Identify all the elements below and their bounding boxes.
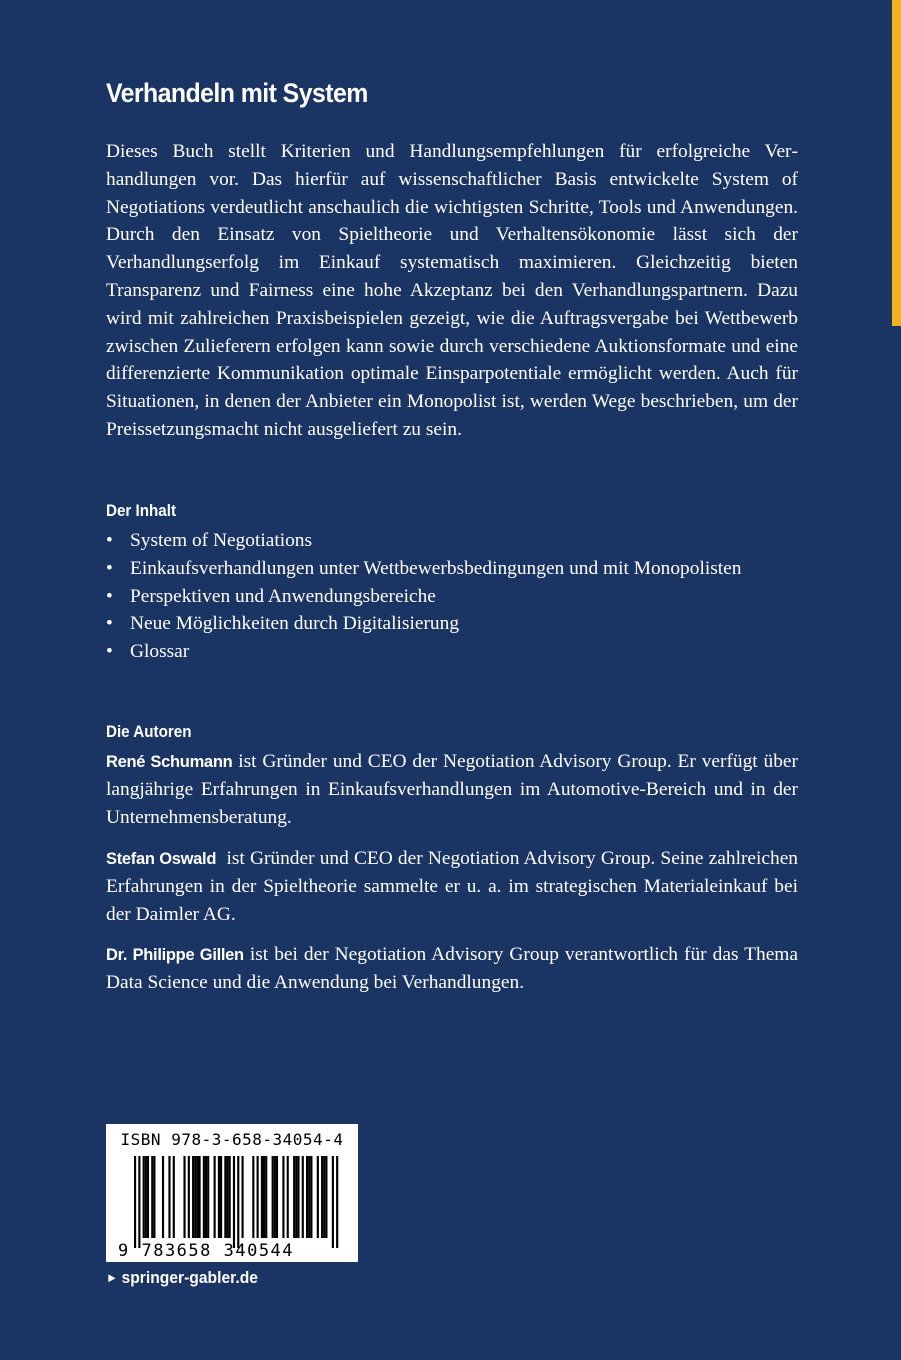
barcode-bar — [134, 1156, 136, 1248]
barcode-bar — [207, 1156, 209, 1238]
bullet-icon: • — [106, 530, 113, 551]
barcode-bar — [153, 1156, 155, 1238]
barcode-bar — [263, 1156, 265, 1238]
barcode-bar — [214, 1156, 216, 1238]
author-name: Stefan Oswald — [106, 850, 217, 868]
barcode-bar — [265, 1156, 267, 1238]
barcode-bar — [325, 1156, 327, 1238]
barcode-bar — [233, 1156, 235, 1248]
barcode-bar — [282, 1156, 284, 1238]
barcode-bar — [224, 1156, 226, 1238]
barcode-bar — [183, 1156, 185, 1238]
barcode-bar — [321, 1156, 323, 1238]
authors-heading: Die Autoren — [106, 723, 192, 741]
barcode-bar — [188, 1156, 190, 1238]
barcode-bar — [306, 1156, 308, 1238]
barcode-bar — [293, 1156, 295, 1238]
barcode-bar — [276, 1156, 278, 1238]
barcode-bar — [257, 1156, 259, 1238]
barcode-bar — [196, 1156, 198, 1238]
arrow-right-icon: ► — [106, 1270, 118, 1285]
author-name: René Schumann — [106, 753, 233, 771]
barcode-bar — [220, 1156, 222, 1238]
bullet-icon: • — [106, 641, 113, 663]
author-bio: Stefan Oswald ist Gründer und CEO der Negotiation Advisory Group. Seine zahlreichen Erfahrungen in der Spieltheorie sammelte er u. a. im strategischen Materialeinkauf bei der Daimler AG. — [106, 848, 803, 925]
author-bio: René Schumann ist Gründer und CEO der Negotiation Advisory Group. Er verfügt über langjährige Erfahrungen in Einkaufsverhandlungen im Automotive-Bereich und in der Unternehmensberatung. — [106, 751, 798, 828]
list-item: • Einkaufsverhandlungen unter Wettbewerbsbedingungen und mit Monopolisten — [106, 555, 798, 583]
barcode-bar — [336, 1156, 338, 1248]
isbn-barcode — [106, 1124, 358, 1262]
author-name: Dr. Philippe Gillen — [106, 946, 244, 964]
barcode-bar — [147, 1156, 149, 1238]
barcode-bar — [252, 1156, 254, 1238]
author-bio: Dr. Philippe Gillen ist bei der Negotiation Advisory Group verantwortlich für das Thema Data Science und die Anwendung bei Verhandlungen. — [106, 944, 798, 993]
barcode-bar — [138, 1156, 140, 1248]
barcode-bar — [199, 1156, 201, 1238]
barcode-bar — [194, 1156, 196, 1238]
barcode-bar — [168, 1156, 170, 1238]
list-item: • System of Negotiations — [106, 527, 798, 555]
isbn-label: ISBN 978-3-658-34054-4 — [120, 1130, 344, 1149]
barcode-bar — [295, 1156, 297, 1238]
bullet-icon: • — [106, 613, 113, 635]
barcode-bar — [310, 1156, 312, 1238]
barcode-bar — [323, 1156, 325, 1238]
contents-list — [106, 527, 798, 666]
barcode-bar — [151, 1156, 153, 1238]
publisher-link[interactable] — [106, 1268, 258, 1288]
book-description: Dieses Buch stellt Kriterien und Handlungsempfehlungen für erfolgreiche Verhandlungen vor. Das hierfür auf wissenschaftlicher Basis entwickelte System of Negotiations verdeutlicht anschaulich die wichtigsten Schritte, Tools und Anwendungen. Durch den Einsatz von Spieltheorie und Verhaltensökonomie lässt sich der Verhandlungserfolg im Einkauf systematisch maximieren. Gleichzeitig bieten Transparenz und Fairness eine hohe Akzeptanz bei den Verhandlungspartnern. Dazu wird mit zahlreichen Praxisbeispielen gezeigt, wie die Auftragsvergabe bei Wettbewerb zwischen Zulieferern erfolgen kann sowie durch verschiedene Auktionsformate und eine differenzierte Kommunikation optimale Einsparpotentiale ermöglicht werden. Auch für Situationen, in denen der Anbieter ein Monopolist ist, werden Wege beschrieben, um der Preissetzungsmacht nicht ausgeliefert zu sein. — [106, 141, 798, 440]
barcode-bar — [173, 1156, 175, 1238]
barcode-bar — [332, 1156, 334, 1248]
barcode-bar — [308, 1156, 310, 1238]
barcode-bar — [192, 1156, 194, 1238]
barcode-bar — [272, 1156, 274, 1238]
accent-bar — [892, 0, 901, 326]
barcode-bar — [226, 1156, 228, 1238]
bullet-icon: • — [106, 585, 113, 607]
contents-heading: Der Inhalt — [106, 502, 177, 520]
barcode-bar — [317, 1156, 319, 1238]
barcode-bar — [218, 1156, 220, 1238]
publisher-url: springer-gabler.de — [121, 1268, 258, 1287]
barcode-bar — [162, 1156, 164, 1238]
book-title: Verhandeln mit System — [106, 78, 368, 108]
barcode-bar — [203, 1156, 205, 1238]
barcode-bar — [261, 1156, 263, 1238]
barcode-bar — [287, 1156, 289, 1238]
list-item: • Glossar — [106, 638, 798, 666]
barcode-bar — [229, 1156, 231, 1238]
barcode-bar — [205, 1156, 207, 1238]
barcode-bar — [237, 1156, 239, 1248]
barcode-bar — [297, 1156, 299, 1238]
bullet-icon: • — [106, 557, 113, 579]
barcode-bar — [242, 1156, 244, 1238]
barcode-bar — [145, 1156, 147, 1238]
list-item: • Perspektiven und Anwendungsbereiche — [106, 583, 798, 611]
barcode-bar — [143, 1156, 145, 1238]
ean-digits: 9 783658 340544 — [118, 1241, 295, 1261]
list-item: • Neue Möglichkeiten durch Digitalisierung — [106, 610, 798, 638]
barcode-bar — [302, 1156, 304, 1238]
barcode-bar — [274, 1156, 276, 1238]
